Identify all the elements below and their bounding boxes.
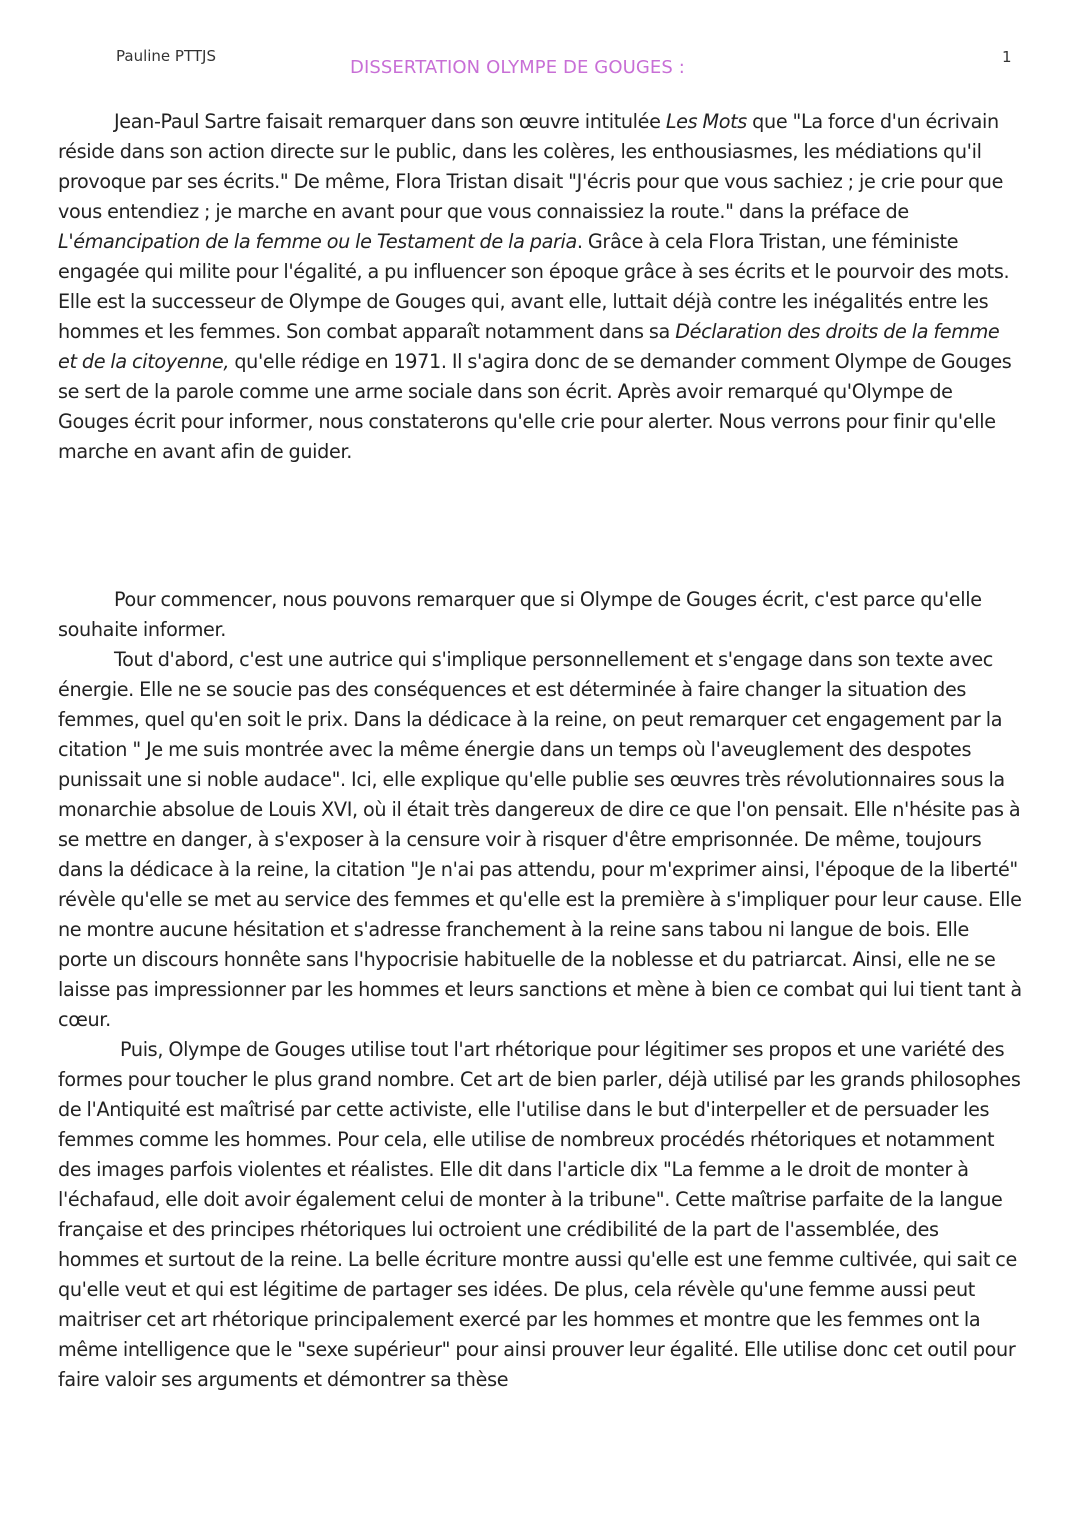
- introduction-paragraph: [58, 107, 1023, 467]
- intro-text-1: Jean-Paul Sartre faisait remarquer dans son œuvre intitulée: [114, 110, 666, 133]
- introduction-section: [58, 107, 1023, 467]
- part-one-paragraph-1: Tout d'abord, c'est une autrice qui s'implique personnellement et s'engage dans son texte avec énergie. Elle ne se soucie pas des conséquences et est déterminée à faire changer la situation des femmes, quel qu'en soit le prix. Dans la dédicace à la reine, on peut remarquer cet engagement par la citation " Je me suis montrée avec la même énergie dans un temps où l'aveuglement des despotes punissait une si noble audace". Ici, elle explique qu'elle publie ses œuvres très révolutionnaires sous la monarchie absolue de Louis XVI, où il était très dangereux de dire ce que l'on pensait. Elle n'hésite pas à se mettre en danger, à s'exposer à la censure voir à risquer d'être emprisonnée. De même, toujours dans la dédicace à la reine, la citation "Je n'ai pas attendu, pour m'exprimer ainsi, l'époque de la liberté" révèle qu'elle se met au service des femmes et qu'elle est la première à s'impliquer pour leur cause. Elle ne montre aucune hésitation et s'adresse franchement à la reine sans tabou ni langue de bois. Elle porte un discours honnête sans l'hypocrisie habituelle de la noblesse et du patriarcat. Ainsi, elle ne se laisse pas impressionner par les hommes et leurs sanctions et mène à bien ce combat qui lui tient tant à cœur.: [58, 648, 1022, 1031]
- part-one-section: [58, 585, 1023, 1395]
- work-title-les-mots: Les Mots: [665, 110, 747, 133]
- document-title: DISSERTATION OLYMPE DE GOUGES :: [350, 57, 685, 78]
- part-one-lead: Pour commencer, nous pouvons remarquer que si Olympe de Gouges écrit, c'est parce qu'elle souhaite informer.: [58, 588, 982, 641]
- intro-text-4: qu'elle rédige en 1971. Il s'agira donc de se demander comment Olympe de Gouges se sert de la parole comme une arme sociale dans son écrit. Après avoir remarqué qu'Olympe de Gouges écrit pour informer, nous constaterons qu'elle crie pour alerter. Nous verrons pour finir qu'elle marche en avant afin de guider.: [58, 350, 1012, 463]
- work-title-declaration: Déclaration des droits de la femme et de la citoyenne,: [58, 320, 1000, 373]
- page-number: 1: [1002, 48, 1012, 66]
- part-one-paragraph-2: Puis, Olympe de Gouges utilise tout l'art rhétorique pour légitimer ses propos et une variété des formes pour toucher le plus grand nombre. Cet art de bien parler, déjà utilisé par les grands philosophes de l'Antiquité est maîtrisé par cette activiste, elle l'utilise dans le but d'interpeller et de persuader les femmes comme les hommes. Pour cela, elle utilise de nombreux procédés rhétoriques et notamment des images parfois violentes et réalistes. Elle dit dans l'article dix "La femme a le droit de monter à l'échafaud, elle doit avoir également celui de monter à la tribune". Cette maîtrise parfaite de la langue française et des principes rhétoriques lui octroient une crédibilité de la part de l'assemblée, des hommes et surtout de la reine. La belle écriture montre aussi qu'elle est une femme cultivée, qui sait ce qu'elle veut et qui est légitime de partager ses idées. De plus, cela révèle qu'une femme aussi peut maitriser cet art rhétorique principalement exercé par les hommes et montre que les femmes ont la même intelligence que le "sexe supérieur" pour ainsi prouver leur égalité. Elle utilise donc cet outil pour faire valoir ses arguments et démontrer sa thèse: [58, 1038, 1021, 1391]
- work-title-emancipation: L'émancipation de la femme ou le Testament de la paria: [58, 230, 577, 253]
- intro-text-3: . Grâce à cela Flora Tristan, une féministe engagée qui milite pour l'égalité, a pu influencer son époque grâce à ses écrits et le pourvoir des mots. Elle est la successeur de Olympe de Gouges qui, avant elle, luttait déjà contre les inégalités entre les hommes et les femmes. Son combat apparaît notamment dans sa: [58, 230, 1010, 343]
- author-name: Pauline PTTJS: [116, 47, 216, 65]
- intro-text-2: que "La force d'un écrivain réside dans son action directe sur le public, dans les colères, les enthousiasmes, les médiations qu'il provoque par ses écrits." De même, Flora Tristan disait "J'écris pour que vous sachiez ; je crie pour que vous entendiez ; je marche en avant pour que vous connaissiez la route." dans la préface de: [58, 110, 1004, 223]
